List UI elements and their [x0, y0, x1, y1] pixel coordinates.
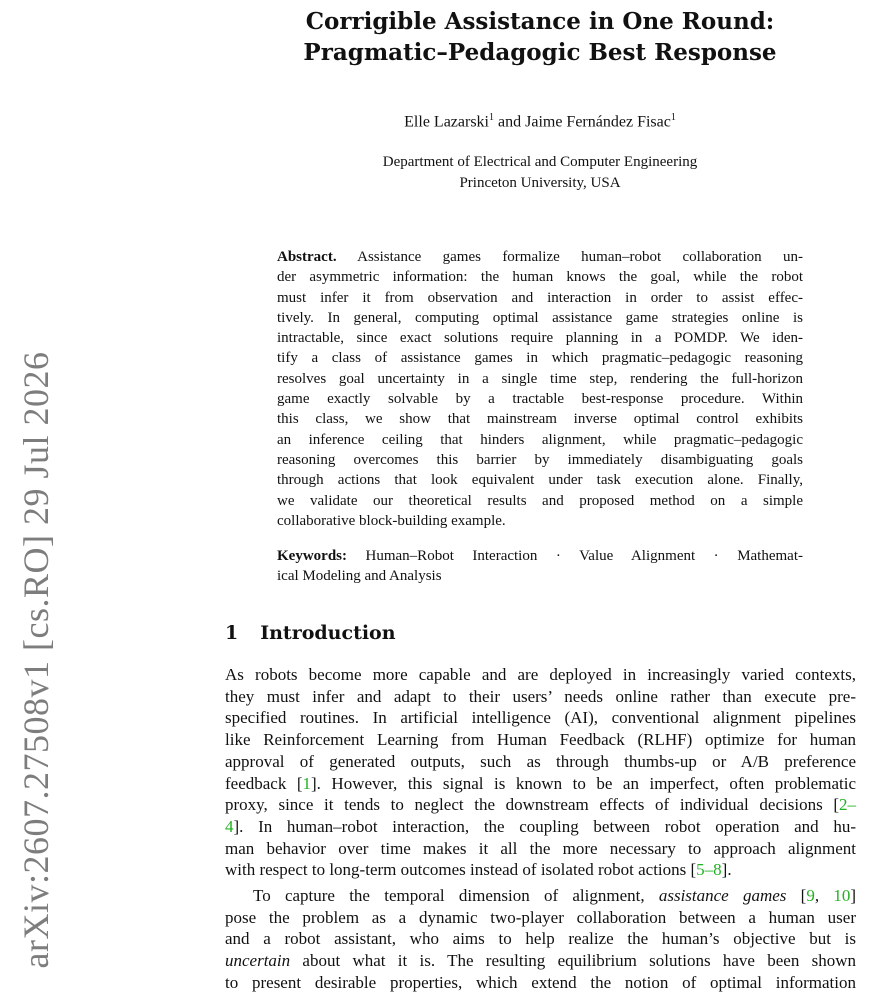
text-line — [225, 859, 856, 881]
abstract-line — [277, 247, 803, 267]
emphasis-text: uncertain — [225, 951, 291, 971]
abstract-line: this class, we show that mainstream inverse optimal control exhibits — [277, 411, 803, 428]
text-line — [225, 773, 856, 795]
text-line: approval of generated outputs, such as through thumbs-up or A/B preference — [225, 751, 856, 771]
text-span: ]. However, this signal is known to be an imperfect, often problematic — [311, 773, 856, 793]
affiliation-university: Princeton University, USA — [459, 175, 621, 191]
citation-link[interactable]: 10 — [833, 886, 851, 905]
abstract-line: game exactly solvable by a tractable best-response procedure. Within — [277, 391, 803, 408]
abstract-line: we validate our theoretical results and proposed method on a simple — [277, 492, 803, 509]
author-connector: and — [494, 113, 526, 131]
text-line: to present desirable properties, which extend the notion of optimal information — [225, 972, 856, 992]
text-span: [ — [786, 886, 807, 905]
author-name: Jaime Fernández Fisac — [525, 113, 671, 131]
text-span: ]. — [721, 860, 732, 880]
abstract-line: an inference ceiling that hinders alignment, while pragmatic–pedagogic — [277, 431, 803, 448]
affiliation-department: Department of Electrical and Computer Engineering — [382, 154, 698, 170]
text-line — [225, 816, 856, 838]
text-span: , — [814, 886, 834, 905]
keywords-line: ical Modeling and Analysis — [277, 568, 442, 585]
introduction-paragraph-2 — [225, 885, 856, 994]
abstract-line: through actions that look equivalent under task execution alone. Finally, — [277, 472, 803, 489]
text-line: like Reinforcement Learning from Human Feedback (RLHF) optimize for human — [225, 730, 856, 750]
affiliation-mark: 1 — [670, 112, 676, 123]
section-number: 1 — [225, 622, 239, 644]
text-line: As robots become more capable and are deployed in increasingly varied contexts, — [225, 665, 856, 684]
abstract-text: Assistance games formalize human–robot collaboration un- — [336, 249, 803, 265]
keywords-text: Human–Robot Interaction · Value Alignment · Mathemat- — [347, 548, 803, 564]
abstract — [277, 247, 803, 531]
keywords — [277, 546, 803, 587]
text-line — [225, 794, 856, 816]
keywords-line — [277, 546, 803, 566]
citation-link[interactable]: 4 — [225, 816, 234, 836]
citation-link[interactable]: 2– — [839, 795, 856, 815]
text-line: and a robot assistant, who aims to help realize the human’s objective but is — [225, 929, 856, 949]
text-line — [225, 950, 856, 972]
section-heading-introduction — [225, 622, 396, 644]
text-span: To capture the temporal dimension of alignment, — [253, 886, 659, 905]
citation-link[interactable]: 5–8 — [696, 860, 722, 880]
text-span: proxy, since it tends to neglect the downstream effects of individual decisions [ — [225, 795, 839, 815]
citation-link[interactable]: 1 — [302, 773, 312, 793]
affiliation-mark: 1 — [489, 112, 494, 123]
paper-title — [230, 6, 850, 68]
abstract-line: der asymmetric information: the human knows the goal, while the robot — [277, 269, 803, 286]
text-span: with respect to long-term outcomes instead of isolated robot actions [ — [225, 860, 697, 880]
text-span: ] — [850, 886, 856, 905]
text-line: they must infer and adapt to their users’ needs online rather than execute pre- — [225, 686, 856, 706]
introduction-paragraph-1 — [225, 664, 856, 881]
abstract-line: must infer it from observation and interaction in order to assist effec- — [277, 289, 803, 306]
paper-title-line-2: Pragmatic–Pedagogic Best Response — [303, 39, 777, 66]
author-name: Elle Lazarski — [404, 113, 489, 131]
author-list — [230, 112, 850, 131]
text-line: man behavior over time makes it all the more necessary to approach alignment — [225, 838, 856, 858]
abstract-line: reasoning overcomes this barrier by immediately disambiguating goals — [277, 451, 803, 468]
abstract-line: intractable, since exact solutions require planning in a POMDP. We iden- — [277, 330, 803, 347]
abstract-line: tively. In general, computing optimal assistance game strategies online is — [277, 309, 803, 326]
text-line — [225, 885, 856, 907]
text-span: ]. In human–robot interaction, the coupling between robot operation and hu- — [233, 816, 856, 836]
abstract-line: resolves goal uncertainty in a single time step, rendering the full-horizon — [277, 370, 803, 387]
text-line: pose the problem as a dynamic two-player collaboration between a human user — [225, 907, 856, 927]
abstract-label: Abstract. — [277, 249, 337, 265]
abstract-line: tify a class of assistance games in which pragmatic–pedagogic reasoning — [277, 350, 803, 367]
text-line: specified routines. In artificial intelligence (AI), conventional alignment pipelines — [225, 708, 856, 728]
citation-link[interactable]: 9 — [806, 886, 815, 905]
affiliation-block — [230, 152, 850, 194]
keywords-label: Keywords: — [277, 548, 347, 564]
section-title: Introduction — [260, 622, 396, 644]
text-span: feedback [ — [225, 773, 303, 793]
arxiv-identifier-stamp: arXiv:2607.27508v1 [cs.RO] 29 Jul 2026 — [16, 351, 56, 969]
abstract-line: collaborative block-building example. — [277, 512, 506, 529]
emphasis-text: assistance games — [658, 886, 787, 905]
text-span: about what it is. The resulting equilibrium solutions have been shown — [290, 951, 856, 971]
paper-title-line-1: Corrigible Assistance in One Round: — [305, 8, 775, 35]
